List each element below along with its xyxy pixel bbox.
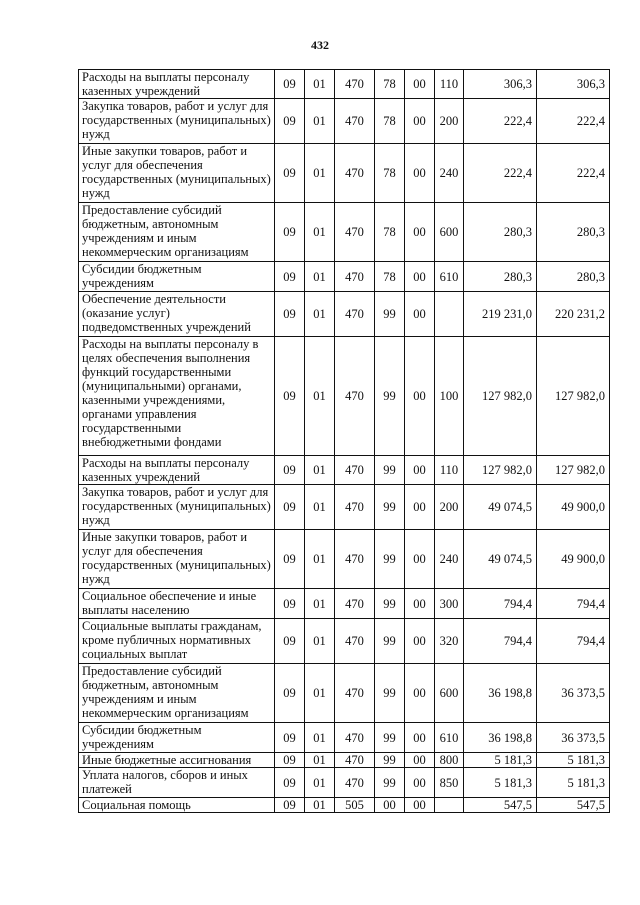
amount-year-2: 222,4 (537, 99, 610, 144)
subprogram-code: 78 (375, 144, 405, 203)
direction-code: 00 (405, 292, 435, 337)
table-row (79, 530, 610, 589)
direction-code: 00 (405, 619, 435, 664)
table-row (79, 723, 610, 753)
amount-year-1: 280,3 (464, 203, 537, 262)
direction-code: 00 (405, 70, 435, 99)
program-code: 470 (335, 70, 375, 99)
row-name: Расходы на выплаты персоналу в целях обеспечения выполнения функций государственными (муниципальными) органами, казенными учреждениями, органами управления государственными внебюджетными фондами (79, 337, 275, 456)
section-code: 09 (275, 589, 305, 619)
subprogram-code: 78 (375, 99, 405, 144)
expense-type-code: 240 (435, 530, 464, 589)
direction-code: 00 (405, 203, 435, 262)
subprogram-code: 99 (375, 530, 405, 589)
amount-year-1: 794,4 (464, 619, 537, 664)
direction-code: 00 (405, 99, 435, 144)
direction-code: 00 (405, 723, 435, 753)
direction-code: 00 (405, 456, 435, 485)
subprogram-code: 00 (375, 798, 405, 813)
program-code: 470 (335, 530, 375, 589)
amount-year-1: 49 074,5 (464, 485, 537, 530)
program-code: 470 (335, 723, 375, 753)
subprogram-code: 78 (375, 70, 405, 99)
subprogram-code: 99 (375, 723, 405, 753)
amount-year-2: 222,4 (537, 144, 610, 203)
expense-type-code: 800 (435, 753, 464, 768)
subsection-code: 01 (305, 753, 335, 768)
program-code: 470 (335, 664, 375, 723)
program-code: 470 (335, 144, 375, 203)
direction-code: 00 (405, 485, 435, 530)
subsection-code: 01 (305, 203, 335, 262)
subprogram-code: 78 (375, 262, 405, 292)
section-code: 09 (275, 485, 305, 530)
section-code: 09 (275, 456, 305, 485)
amount-year-1: 219 231,0 (464, 292, 537, 337)
expense-type-code: 850 (435, 768, 464, 798)
direction-code: 00 (405, 262, 435, 292)
direction-code: 00 (405, 798, 435, 813)
section-code: 09 (275, 262, 305, 292)
amount-year-2: 127 982,0 (537, 337, 610, 456)
amount-year-2: 49 900,0 (537, 530, 610, 589)
subprogram-code: 99 (375, 768, 405, 798)
amount-year-2: 280,3 (537, 203, 610, 262)
table-row (79, 768, 610, 798)
subprogram-code: 78 (375, 203, 405, 262)
section-code: 09 (275, 99, 305, 144)
program-code: 470 (335, 619, 375, 664)
direction-code: 00 (405, 337, 435, 456)
expense-type-code: 110 (435, 456, 464, 485)
direction-code: 00 (405, 144, 435, 203)
amount-year-1: 306,3 (464, 70, 537, 99)
amount-year-2: 5 181,3 (537, 753, 610, 768)
amount-year-1: 127 982,0 (464, 337, 537, 456)
subsection-code: 01 (305, 530, 335, 589)
program-code: 470 (335, 337, 375, 456)
amount-year-2: 5 181,3 (537, 768, 610, 798)
amount-year-2: 547,5 (537, 798, 610, 813)
subsection-code: 01 (305, 723, 335, 753)
amount-year-2: 280,3 (537, 262, 610, 292)
amount-year-1: 5 181,3 (464, 753, 537, 768)
row-name: Субсидии бюджетным учреждениям (79, 723, 275, 753)
section-code: 09 (275, 292, 305, 337)
amount-year-1: 49 074,5 (464, 530, 537, 589)
table-row (79, 664, 610, 723)
amount-year-1: 5 181,3 (464, 768, 537, 798)
table-row (79, 144, 610, 203)
section-code: 09 (275, 203, 305, 262)
table-row (79, 753, 610, 768)
expense-type-code: 320 (435, 619, 464, 664)
row-name: Иные закупки товаров, работ и услуг для обеспечения государственных (муниципальных) нужд (79, 530, 275, 589)
row-name: Иные бюджетные ассигнования (79, 753, 275, 768)
expense-type-code: 610 (435, 723, 464, 753)
expense-type-code: 200 (435, 99, 464, 144)
section-code: 09 (275, 664, 305, 723)
table-body (79, 70, 610, 813)
row-name: Расходы на выплаты персоналу казенных учреждений (79, 70, 275, 99)
expense-type-code: 300 (435, 589, 464, 619)
amount-year-1: 547,5 (464, 798, 537, 813)
table-row (79, 203, 610, 262)
direction-code: 00 (405, 768, 435, 798)
subprogram-code: 99 (375, 753, 405, 768)
expense-type-code: 240 (435, 144, 464, 203)
table-row (79, 99, 610, 144)
expense-type-code (435, 798, 464, 813)
subsection-code: 01 (305, 798, 335, 813)
program-code: 470 (335, 753, 375, 768)
subsection-code: 01 (305, 589, 335, 619)
expense-type-code: 600 (435, 664, 464, 723)
expense-type-code: 110 (435, 70, 464, 99)
expense-type-code (435, 292, 464, 337)
amount-year-1: 36 198,8 (464, 664, 537, 723)
section-code: 09 (275, 798, 305, 813)
amount-year-2: 36 373,5 (537, 664, 610, 723)
direction-code: 00 (405, 589, 435, 619)
amount-year-2: 49 900,0 (537, 485, 610, 530)
program-code: 470 (335, 456, 375, 485)
table-row (79, 485, 610, 530)
amount-year-2: 306,3 (537, 70, 610, 99)
program-code: 470 (335, 203, 375, 262)
direction-code: 00 (405, 530, 435, 589)
row-name: Расходы на выплаты персоналу казенных учреждений (79, 456, 275, 485)
section-code: 09 (275, 768, 305, 798)
subprogram-code: 99 (375, 456, 405, 485)
direction-code: 00 (405, 753, 435, 768)
table-row (79, 619, 610, 664)
row-name: Социальные выплаты гражданам, кроме публичных нормативных социальных выплат (79, 619, 275, 664)
expense-type-code: 200 (435, 485, 464, 530)
amount-year-2: 220 231,2 (537, 292, 610, 337)
program-code: 470 (335, 99, 375, 144)
expense-type-code: 600 (435, 203, 464, 262)
subprogram-code: 99 (375, 589, 405, 619)
section-code: 09 (275, 144, 305, 203)
subprogram-code: 99 (375, 485, 405, 530)
section-code: 09 (275, 619, 305, 664)
program-code: 505 (335, 798, 375, 813)
table-row (79, 337, 610, 456)
subprogram-code: 99 (375, 337, 405, 456)
subsection-code: 01 (305, 144, 335, 203)
row-name: Уплата налогов, сборов и иных платежей (79, 768, 275, 798)
subsection-code: 01 (305, 619, 335, 664)
section-code: 09 (275, 753, 305, 768)
subsection-code: 01 (305, 768, 335, 798)
amount-year-1: 36 198,8 (464, 723, 537, 753)
amount-year-1: 222,4 (464, 144, 537, 203)
amount-year-2: 794,4 (537, 589, 610, 619)
direction-code: 00 (405, 664, 435, 723)
subsection-code: 01 (305, 292, 335, 337)
program-code: 470 (335, 768, 375, 798)
program-code: 470 (335, 589, 375, 619)
table-row (79, 262, 610, 292)
row-name: Закупка товаров, работ и услуг для государственных (муниципальных) нужд (79, 99, 275, 144)
amount-year-1: 280,3 (464, 262, 537, 292)
expense-type-code: 100 (435, 337, 464, 456)
page-number: 432 (311, 38, 329, 52)
section-code: 09 (275, 337, 305, 456)
subsection-code: 01 (305, 262, 335, 292)
subprogram-code: 99 (375, 619, 405, 664)
subsection-code: 01 (305, 99, 335, 144)
table-row (79, 292, 610, 337)
expense-type-code: 610 (435, 262, 464, 292)
program-code: 470 (335, 292, 375, 337)
table-row (79, 70, 610, 99)
subprogram-code: 99 (375, 664, 405, 723)
section-code: 09 (275, 70, 305, 99)
row-name: Закупка товаров, работ и услуг для государственных (муниципальных) нужд (79, 485, 275, 530)
row-name: Социальная помощь (79, 798, 275, 813)
row-name: Иные закупки товаров, работ и услуг для обеспечения государственных (муниципальных) нужд (79, 144, 275, 203)
row-name: Предоставление субсидий бюджетным, автономным учреждениям и иным некоммерческим организациям (79, 664, 275, 723)
subsection-code: 01 (305, 456, 335, 485)
row-name: Субсидии бюджетным учреждениям (79, 262, 275, 292)
subsection-code: 01 (305, 337, 335, 456)
amount-year-1: 222,4 (464, 99, 537, 144)
table-row (79, 589, 610, 619)
section-code: 09 (275, 723, 305, 753)
table-row (79, 798, 610, 813)
subprogram-code: 99 (375, 292, 405, 337)
amount-year-1: 127 982,0 (464, 456, 537, 485)
table-row (79, 456, 610, 485)
row-name: Предоставление субсидий бюджетным, автономным учреждениям и иным некоммерческим организациям (79, 203, 275, 262)
program-code: 470 (335, 262, 375, 292)
section-code: 09 (275, 530, 305, 589)
subsection-code: 01 (305, 664, 335, 723)
row-name: Социальное обеспечение и иные выплаты населению (79, 589, 275, 619)
amount-year-1: 794,4 (464, 589, 537, 619)
amount-year-2: 127 982,0 (537, 456, 610, 485)
budget-table (78, 69, 610, 813)
amount-year-2: 36 373,5 (537, 723, 610, 753)
subsection-code: 01 (305, 70, 335, 99)
row-name: Обеспечение деятельности (оказание услуг) подведомственных учреждений (79, 292, 275, 337)
program-code: 470 (335, 485, 375, 530)
amount-year-2: 794,4 (537, 619, 610, 664)
subsection-code: 01 (305, 485, 335, 530)
